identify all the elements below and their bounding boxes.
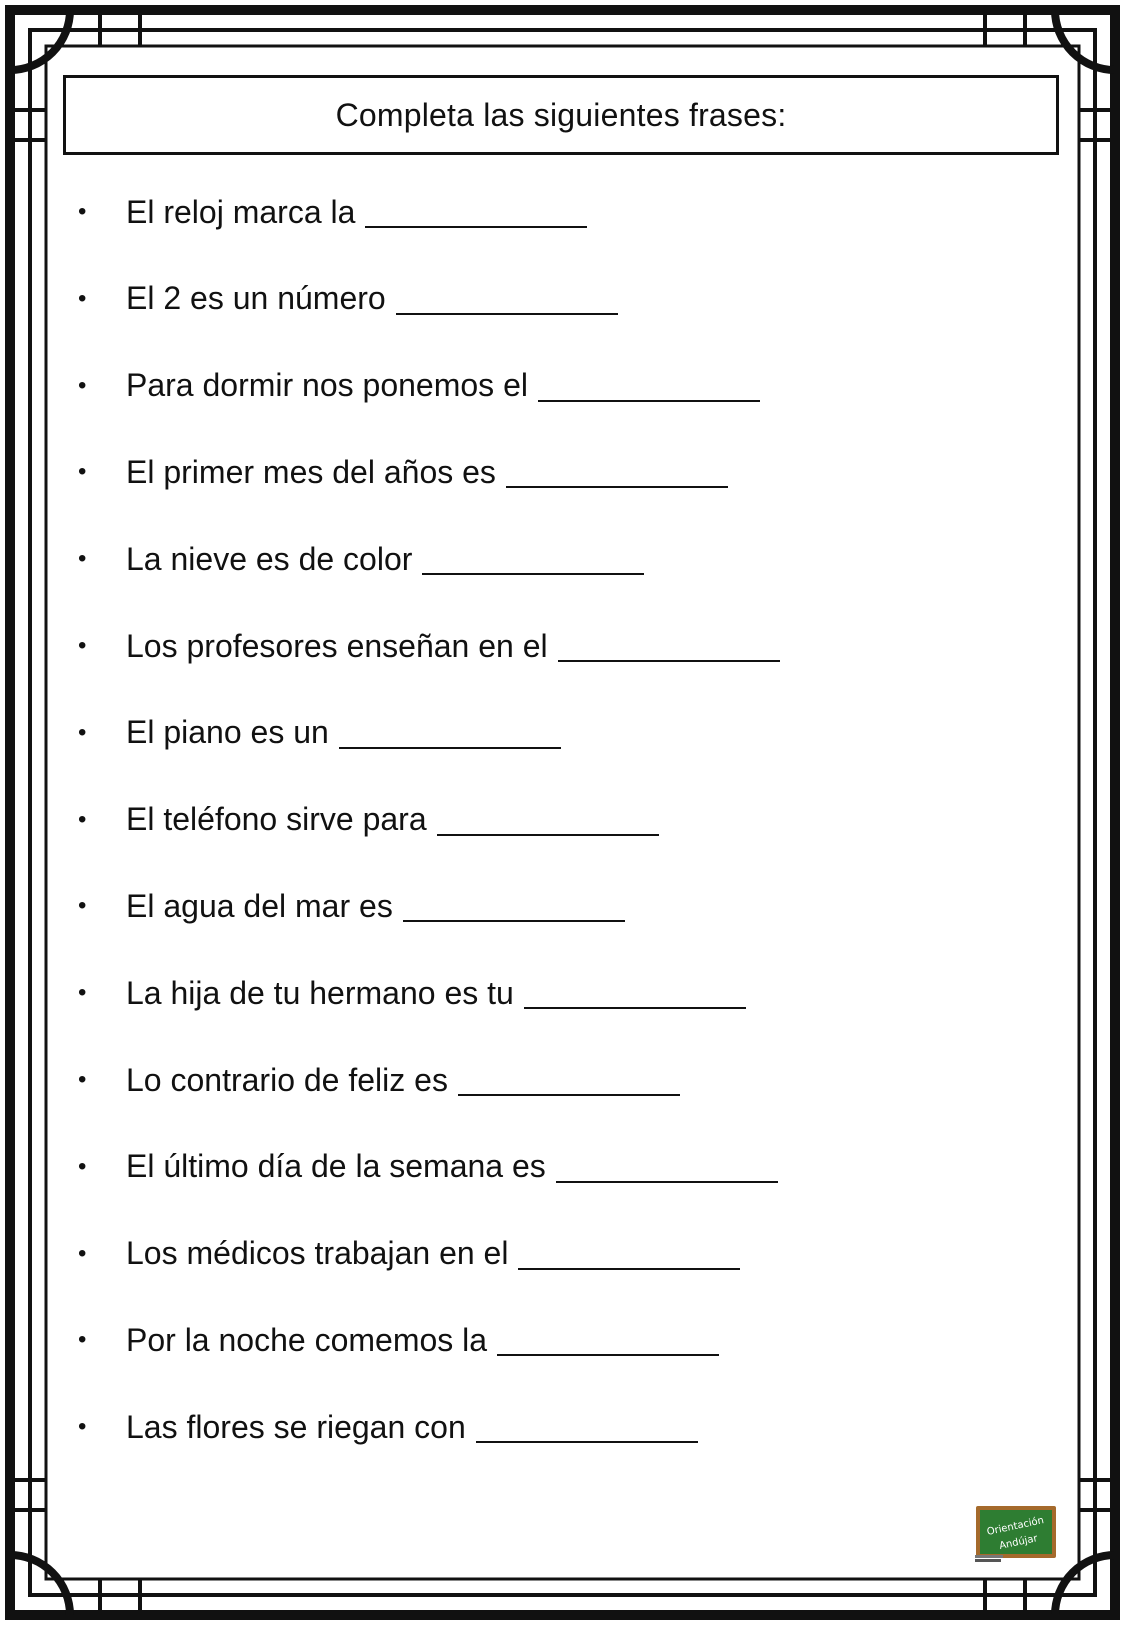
answer-blank[interactable]	[365, 196, 587, 228]
bullet: •	[78, 1413, 87, 1441]
sentence-item	[78, 1315, 719, 1365]
logo-books	[975, 1555, 1003, 1558]
answer-blank[interactable]	[339, 717, 561, 749]
answer-blank[interactable]	[506, 456, 728, 488]
answer-blank[interactable]	[497, 1324, 719, 1356]
sentence-item	[78, 1402, 698, 1452]
sentence-item	[78, 361, 760, 411]
sentence-item	[78, 534, 644, 584]
logo-line2: Andújar	[998, 1533, 1039, 1552]
sentence-item	[78, 968, 746, 1018]
bullet: •	[78, 545, 87, 573]
sentence-item	[78, 1229, 740, 1279]
bullet: •	[78, 718, 87, 746]
sentence-item	[78, 274, 618, 324]
bullet: •	[78, 198, 87, 225]
sentence-text: El piano es un	[126, 714, 329, 751]
answer-blank[interactable]	[476, 1411, 698, 1443]
sentence-item	[78, 1142, 778, 1192]
sentence-item	[78, 621, 780, 671]
sentence-text: El reloj marca la	[126, 193, 356, 230]
bullet: •	[78, 458, 87, 486]
answer-blank[interactable]	[396, 283, 618, 315]
sentence-text: El último día de la semana es	[126, 1148, 546, 1185]
sentence-text: Por la noche comemos la	[126, 1321, 488, 1358]
sentence-text: El primer mes del años es	[126, 453, 496, 490]
sentence-item	[78, 447, 728, 497]
bullet: •	[78, 632, 87, 659]
bullet: •	[78, 1239, 87, 1267]
answer-blank[interactable]	[458, 1064, 680, 1096]
logo-line1: Orientación	[985, 1515, 1046, 1538]
sentence-text: Los médicos trabajan en el	[126, 1235, 509, 1272]
answer-blank[interactable]	[558, 630, 780, 662]
sentence-item	[78, 708, 561, 758]
sentence-text: Lo contrario de feliz es	[126, 1061, 448, 1098]
answer-blank[interactable]	[437, 804, 659, 836]
bullet: •	[78, 979, 87, 1007]
sentence-text: El agua del mar es	[126, 887, 393, 924]
bullet: •	[78, 1326, 87, 1354]
bullet: •	[78, 1066, 87, 1093]
answer-blank[interactable]	[524, 977, 746, 1009]
answer-blank[interactable]	[518, 1238, 740, 1270]
bullet: •	[78, 371, 87, 399]
sentence-text: La hija de tu hermano es tu	[126, 974, 514, 1011]
answer-blank[interactable]	[403, 890, 625, 922]
sentence-item	[78, 881, 625, 931]
sentence-text: El 2 es un número	[126, 280, 386, 317]
worksheet-title: Completa las siguientes frases:	[335, 96, 787, 133]
sentence-text: La nieve es de color	[126, 540, 413, 577]
answer-blank[interactable]	[538, 370, 760, 402]
bullet: •	[78, 892, 87, 920]
logo-books	[975, 1559, 1001, 1562]
bullet: •	[78, 1152, 87, 1180]
orientacion-andujar-logo	[975, 1505, 1057, 1563]
bullet: •	[78, 284, 87, 312]
sentence-item	[78, 1055, 680, 1105]
sentence-text: Las flores se riegan con	[126, 1408, 466, 1445]
bullet: •	[78, 805, 87, 833]
sentence-text: Para dormir nos ponemos el	[126, 367, 528, 404]
sentence-text: Los profesores enseñan en el	[126, 627, 548, 664]
answer-blank[interactable]	[422, 543, 644, 575]
sentence-text: El teléfono sirve para	[126, 801, 427, 838]
sentence-item	[78, 187, 587, 237]
answer-blank[interactable]	[556, 1151, 778, 1183]
sentence-item	[78, 795, 659, 845]
